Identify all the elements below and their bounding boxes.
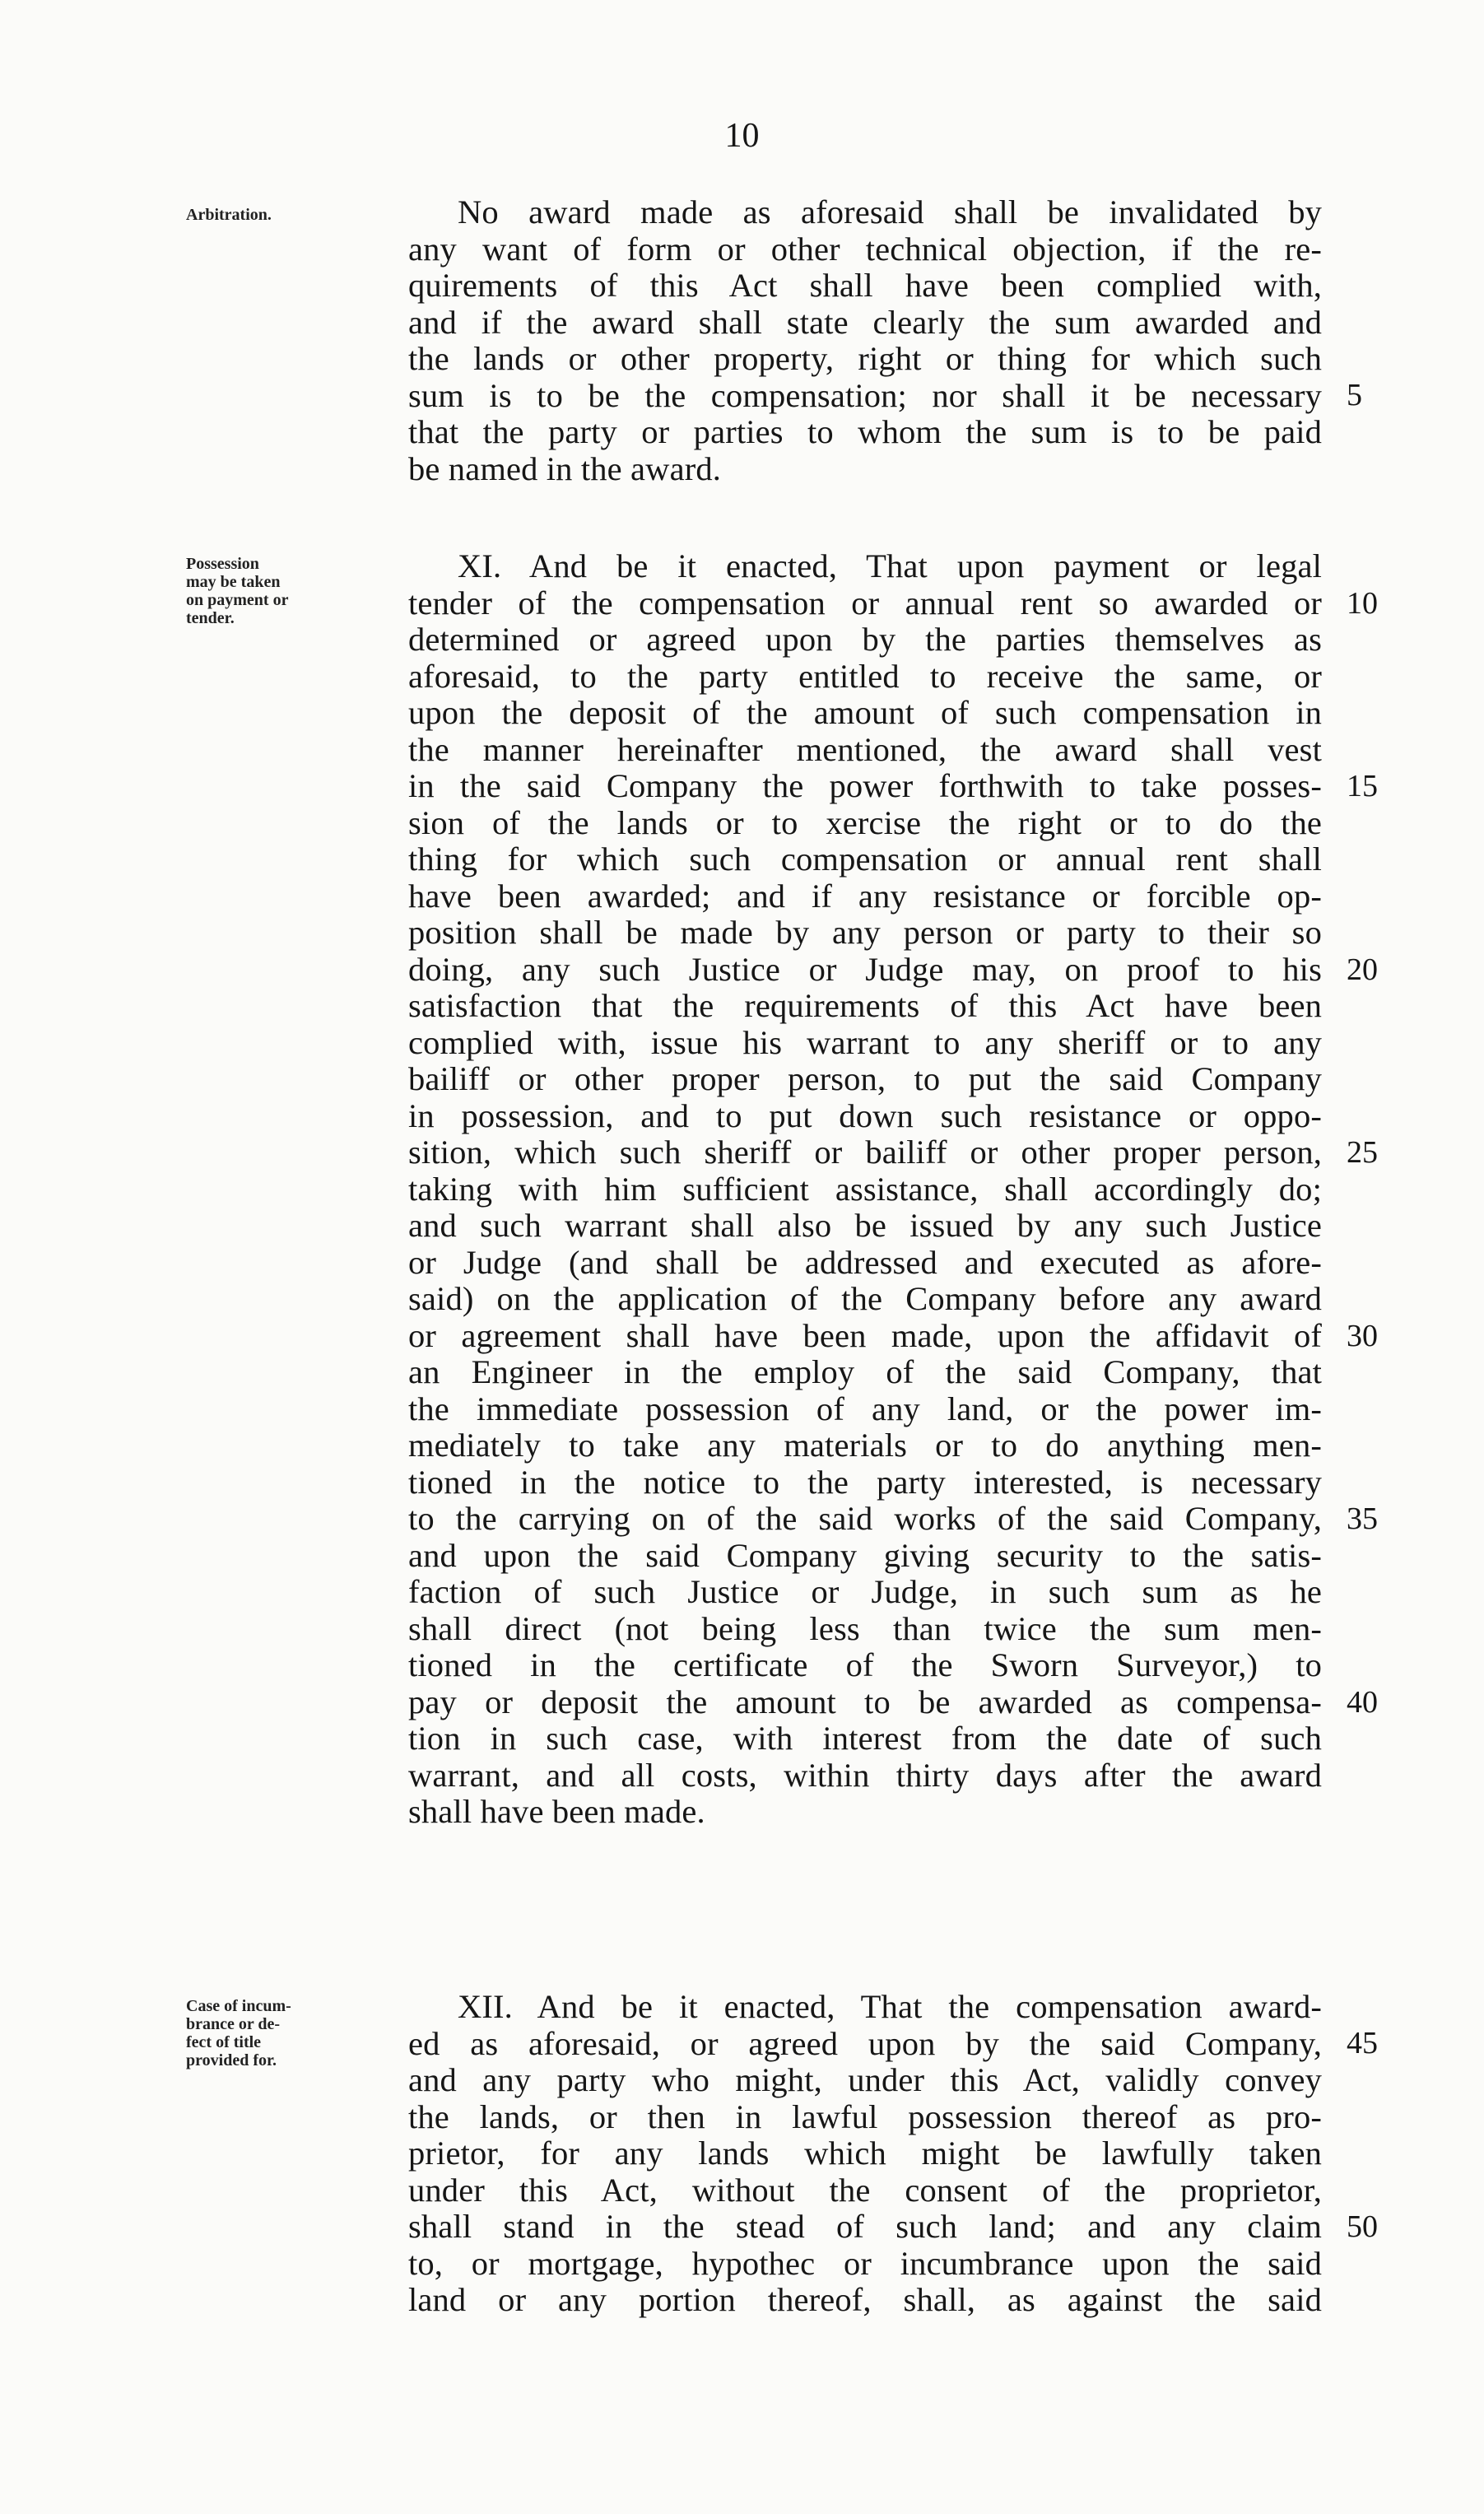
text-line: pay or deposit the amount to be awarded as compensa-: [408, 1683, 1322, 1720]
text-line: be named in the award.: [408, 449, 722, 487]
line-number: 5: [1347, 378, 1362, 412]
text-line: satisfaction that the requirements of this Act have been: [408, 987, 1322, 1024]
text-line: No award made as aforesaid shall be invalidated by: [458, 193, 1322, 230]
text-line: and if the award shall state clearly the sum awarded and: [408, 303, 1322, 341]
text-line: quirements of this Act shall have been complied with,: [408, 267, 1322, 304]
text-line: tioned in the notice to the party interested, is necessary: [408, 1463, 1322, 1501]
line-number: 25: [1347, 1135, 1378, 1170]
page-number: 10: [724, 117, 760, 155]
text-line: aforesaid, to the party entitled to receive the same, or: [408, 657, 1322, 695]
text-line: any want of form or other technical objection, if the re-: [408, 230, 1322, 268]
text-line: bailiff or other proper person, to put the said Company: [408, 1060, 1322, 1097]
text-line: sion of the lands or to xercise the right or to do the: [408, 803, 1322, 841]
margin-note-arbitration: [186, 206, 384, 224]
text-line: upon the deposit of the amount of such compensation in: [408, 694, 1322, 731]
text-line: to the carrying on of the said works of the said Company,: [408, 1500, 1322, 1537]
text-line: said) on the application of the Company before any award: [408, 1280, 1322, 1317]
text-line: position shall be made by any person or party to their so: [408, 914, 1322, 951]
text-line: shall have been made.: [408, 1793, 705, 1830]
margin-note-line: Possession: [186, 555, 259, 573]
text-line: doing, any such Justice or Judge may, on proof to his: [408, 950, 1322, 988]
text-line: determined or agreed upon by the parties themselves as: [408, 621, 1322, 658]
margin-note-line: fect of title: [186, 2033, 262, 2051]
text-line: ed as aforesaid, or agreed upon by the said Company,: [408, 2024, 1322, 2062]
margin-note-line: tender.: [186, 609, 235, 627]
text-line: mediately to take any materials or to do anything men-: [408, 1427, 1322, 1464]
margin-note-possession: [186, 555, 384, 627]
line-number: 15: [1347, 769, 1378, 803]
text-line: an Engineer in the employ of the said Company, that: [408, 1353, 1322, 1390]
margin-note-line: on payment or: [186, 591, 289, 609]
text-line: XII. And be it enacted, That the compensation award-: [458, 1988, 1322, 2025]
text-line: warrant, and all costs, within thirty days after the award: [408, 1756, 1322, 1794]
text-line: in possession, and to put down such resistance or oppo-: [408, 1096, 1322, 1134]
text-line: the immediate possession of any land, or the power im-: [408, 1390, 1322, 1427]
text-line: sition, which such sheriff or bailiff or other proper person,: [408, 1134, 1322, 1171]
text-line: have been awarded; and if any resistance or forcible op-: [408, 877, 1322, 915]
text-line: shall stand in the stead of such land; and any claim: [408, 2208, 1322, 2245]
text-line: and such warrant shall also be issued by any such Justice: [408, 1207, 1322, 1244]
text-line: and any party who might, under this Act, validly convey: [408, 2061, 1322, 2098]
text-line: taking with him sufficient assistance, shall accordingly do;: [408, 1170, 1322, 1208]
line-number: 40: [1347, 1685, 1378, 1720]
text-line: in the said Company the power forthwith to take posses-: [408, 767, 1322, 804]
line-number: 30: [1347, 1319, 1378, 1353]
margin-note-line: brance or de-: [186, 2015, 281, 2033]
line-number: 20: [1347, 952, 1378, 987]
text-line: complied with, issue his warrant to any sheriff or to any: [408, 1023, 1322, 1061]
text-line: prietor, for any lands which might be lawfully taken: [408, 2135, 1322, 2172]
text-line: the lands or other property, right or thing for which such: [408, 340, 1322, 377]
margin-note-incumbrance: [186, 1997, 384, 2069]
margin-note-line: provided for.: [186, 2051, 277, 2069]
text-line: tender of the compensation or annual rent so awarded or: [408, 584, 1322, 622]
text-line: to, or mortgage, hypothec or incumbrance upon the said: [408, 2244, 1322, 2282]
paragraph-arbitration: [408, 194, 1322, 487]
text-line: that the party or parties to whom the sum is to be paid: [408, 413, 1322, 450]
line-number: 50: [1347, 2209, 1378, 2244]
text-line: XI. And be it enacted, That upon payment or legal: [458, 547, 1322, 584]
text-line: thing for which such compensation or annual rent shall: [408, 840, 1322, 878]
margin-note-line: may be taken: [186, 573, 281, 591]
text-line: and upon the said Company giving security to the satis-: [408, 1536, 1322, 1574]
text-line: or agreement shall have been made, upon the affidavit of: [408, 1316, 1322, 1354]
line-number: 45: [1347, 2026, 1378, 2060]
margin-note-line: Case of incum-: [186, 1997, 291, 2015]
text-line: sum is to be the compensation; nor shall it be necessary: [408, 376, 1322, 414]
line-number: 35: [1347, 1501, 1378, 1536]
margin-note-line: Arbitration.: [186, 206, 272, 224]
text-line: or Judge (and shall be addressed and executed as afore-: [408, 1243, 1322, 1281]
text-line: under this Act, without the consent of the proprietor,: [408, 2171, 1322, 2209]
text-line: tioned in the certificate of the Sworn Surveyor,) to: [408, 1646, 1322, 1683]
line-number: 10: [1347, 586, 1378, 621]
text-line: the lands, or then in lawful possession thereof as pro-: [408, 2097, 1322, 2135]
paragraph-xi: [408, 548, 1322, 1831]
paragraph-xii: [408, 1989, 1322, 2319]
text-line: the manner hereinafter mentioned, the award shall vest: [408, 730, 1322, 768]
text-line: tion in such case, with interest from the date of such: [408, 1720, 1322, 1757]
text-line: faction of such Justice or Judge, in such sum as he: [408, 1573, 1322, 1610]
text-line: shall direct (not being less than twice the sum men-: [408, 1609, 1322, 1647]
text-line: land or any portion thereof, shall, as against the said: [408, 2281, 1322, 2318]
